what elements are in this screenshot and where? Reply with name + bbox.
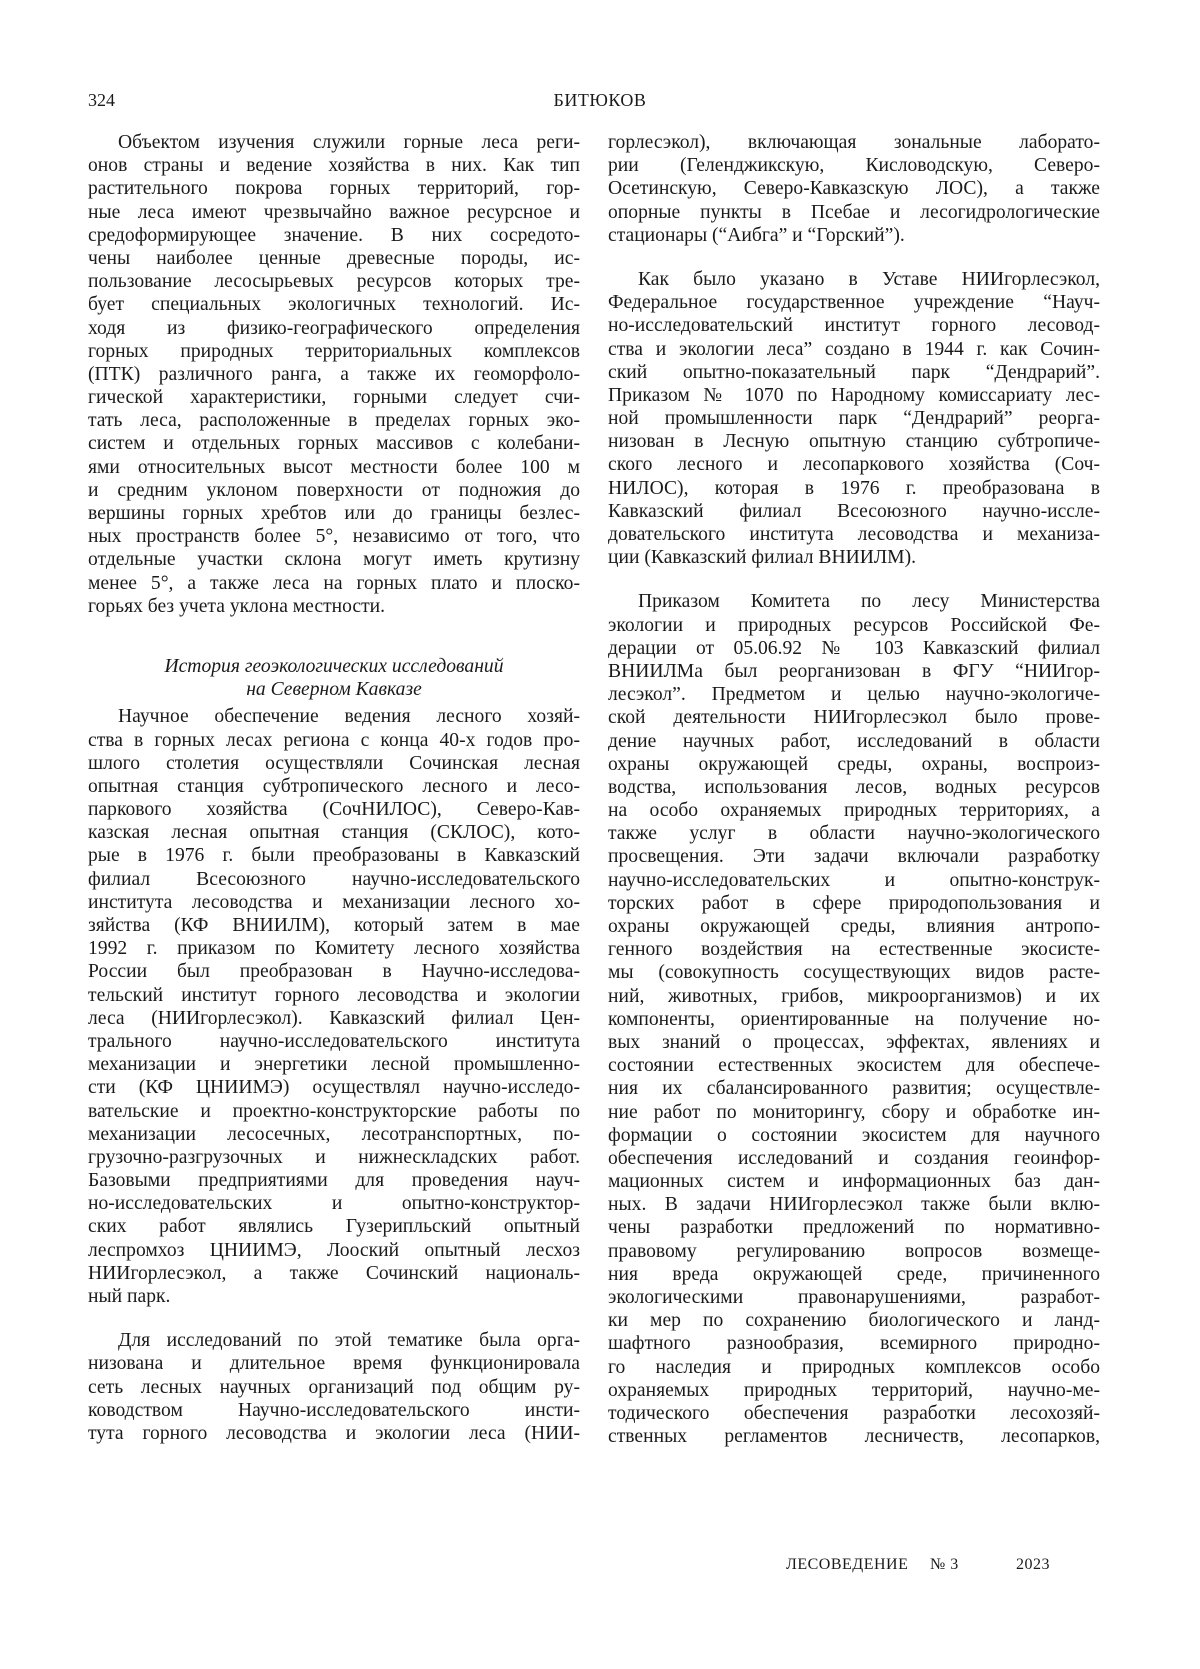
text-line: компоненты, ориентированные на получение но- [608,1008,1100,1031]
text-line: механизации и энергетики лесной промышленно- [88,1053,580,1076]
text-line: НИИгорлесэкол, а также Сочинский националь- [88,1262,580,1285]
text-line: систем и отдельных горных массивов с колебани- [88,432,580,455]
text-line: дение научных работ, исследований в области [608,730,1100,753]
text-line: сеть лесных научных организаций под общим ру- [88,1376,580,1399]
text-line: экологии и природных ресурсов Российской Фе- [608,614,1100,637]
text-line: и средним уклоном поверхности от подножия до [88,479,580,502]
text-line: сти (КФ ЦНИИМЭ) осуществлял научно-исследо- [88,1076,580,1099]
text-line: грузочно-разгрузочных и нижнескладских работ. [88,1146,580,1169]
text-line: Базовыми предприятиями для проведения науч- [88,1169,580,1192]
text-line: России был преобразован в Научно-исследова- [88,960,580,983]
text-line: водства, использования лесов, водных ресурсов [608,776,1100,799]
text-line: ной промышленности парк “Дендрарий” реорга- [608,407,1100,430]
text-line: ственных регламентов лесничеств, лесопарков, [608,1425,1100,1448]
text-line: охраны окружающей среды, влияния антропо- [608,915,1100,938]
text-line: на особо охраняемых природных территориях, а [608,799,1100,822]
text-line: рые в 1976 г. были преобразованы в Кавказский [88,844,580,867]
text-line: также услуг в области научно-экологического [608,822,1100,845]
text-line: довательского института лесоводства и механиза- [608,523,1100,546]
text-line: бует специальных экологичных технологий. Ис- [88,293,580,316]
text-line: чены наиболее ценные древесные породы, ис- [88,247,580,270]
text-line: просвещения. Эти задачи включали разработку [608,845,1100,868]
text-line: Научное обеспечение ведения лесного хозяй- [88,705,580,728]
text-line: опытная станция субтропического лесного и лесо- [88,775,580,798]
text-line: паркового хозяйства (СочНИЛОС), Северо-Кав- [88,798,580,821]
text-line: мы (совокупность сосуществующих видов расте- [608,961,1100,984]
text-line: ный парк. [88,1285,580,1308]
footer-year: 2023 [1016,1556,1050,1574]
text-line: дерации от 05.06.92 № 103 Кавказский филиал [608,637,1100,660]
running-title: БИТЮКОВ [0,90,1200,111]
right-column [608,131,1100,1448]
text-line: ния вреда окружающей среде, причиненного [608,1263,1100,1286]
text-line: горных природных территориальных комплексов [88,340,580,363]
text-line: зяйства (КФ ВНИИЛМ), который затем в мае [88,914,580,937]
text-line: научно-исследовательских и опытно-конструк- [608,869,1100,892]
text-line: но-исследовательский институт горного лесовод- [608,314,1100,337]
text-line: низована и длительное время функционировала [88,1352,580,1375]
text-line: средоформирующее значение. В них сосредото- [88,224,580,247]
text-line: экологическими правонарушениями, разработ- [608,1286,1100,1309]
text-line: ями относительных высот местности более 100 м [88,456,580,479]
text-line: ных пространств более 5°, независимо от того, что [88,525,580,548]
text-line: ния их сбалансированного развития; осуществле- [608,1077,1100,1100]
page-number: 324 [88,90,115,111]
text-line: Объектом изучения служили горные леса реги- [88,131,580,154]
footer-issue-number: № 3 [930,1556,959,1574]
text-line: низован в Лесную опытную станцию субтропиче- [608,430,1100,453]
text-line: Для исследований по этой тематике была орга- [88,1329,580,1352]
text-line: ства в горных лесах региона с конца 40-х годов про- [88,729,580,752]
text-line: генного воздействия на естественные экосисте- [608,938,1100,961]
text-line: ние работ по мониторингу, сбору и обработке ин- [608,1101,1100,1124]
text-line: охраны окружающей среды, охраны, воспроиз- [608,753,1100,776]
text-line: шафтного разнообразия, всемирного природно- [608,1332,1100,1355]
text-line: охраняемых природных территорий, научно-ме- [608,1379,1100,1402]
text-line: пользование лесосырьевых ресурсов которых тре- [88,270,580,293]
text-line: ства и экологии леса” создано в 1944 г. как Сочин- [608,338,1100,361]
text-line: лесэкол”. Предметом и целью научно-экологиче- [608,683,1100,706]
text-line: обеспечения исследований и создания геоинфор- [608,1147,1100,1170]
text-line: тута горного лесоводства и экологии леса (НИИ- [88,1422,580,1445]
paragraph [608,131,1100,247]
paragraph [608,268,1100,569]
text-line: 1992 г. приказом по Комитету лесного хозяйства [88,937,580,960]
text-line: ходя из физико-географического определения [88,317,580,340]
text-line: механизации лесосечных, лесотранспортных, по- [88,1123,580,1146]
text-line: Кавказский филиал Всесоюзного научно-иссле- [608,500,1100,523]
text-line: ные леса имеют чрезвычайно важное ресурсное и [88,201,580,224]
text-line: стационары (“Аибга” и “Горский”). [608,224,1100,247]
text-line: горьях без учета уклона местности. [88,595,580,618]
text-line: трального научно-исследовательского института [88,1030,580,1053]
text-line: вых знаний о процессах, эффектах, явлениях и [608,1031,1100,1054]
text-line: ных. В задачи НИИгорлесэкол также были вклю- [608,1193,1100,1216]
text-line: менее 5°, а также леса на горных плато и плоско- [88,572,580,595]
text-line: онов страны и ведение хозяйства в них. Как тип [88,154,580,177]
text-line: но-исследовательских и опытно-конструктор- [88,1192,580,1215]
text-line: ции (Кавказский филиал ВНИИЛМ). [608,546,1100,569]
text-line: го наследия и природных комплексов особо [608,1356,1100,1379]
text-line: Федеральное государственное учреждение “Науч- [608,291,1100,314]
text-line: состоянии естественных экосистем для обеспече- [608,1054,1100,1077]
text-line: вательские и проектно-конструкторские работы по [88,1100,580,1123]
text-line: отдельные участки склона могут иметь крутизну [88,548,580,571]
text-line: История геоэкологических исследований [88,655,580,678]
text-line: тельский институт горного лесоводства и экологии [88,984,580,1007]
text-line: тодического обеспечения разработки лесохозяй- [608,1402,1100,1425]
footer-journal-name: ЛЕСОВЕДЕНИЕ [786,1556,908,1574]
text-line: Как было указано в Уставе НИИгорлесэкол, [608,268,1100,291]
text-line: леса (НИИгорлесэкол). Кавказский филиал Цен- [88,1007,580,1030]
text-line: рии (Геленджикскую, Кисловодскую, Северо- [608,154,1100,177]
text-line: Приказом Комитета по лесу Министерства [608,590,1100,613]
text-line: НИЛОС), которая в 1976 г. преобразована в [608,477,1100,500]
text-line: филиал Всесоюзного научно-исследовательского [88,868,580,891]
text-line: ских работ являлись Гузерипльский опытный [88,1215,580,1238]
text-line: ки мер по сохранению биологического и ланд- [608,1309,1100,1332]
section-heading [88,655,580,701]
text-line: вершины горных хребтов или до границы безлес- [88,502,580,525]
text-line: института лесоводства и механизации лесного хо- [88,891,580,914]
text-line: горлесэкол), включающая зональные лаборато- [608,131,1100,154]
text-line: правовому регулированию вопросов возмеще- [608,1240,1100,1263]
text-line: торских работ в сфере природопользования и [608,892,1100,915]
text-line: опорные пункты в Псебае и лесогидрологические [608,201,1100,224]
text-line: чены разработки предложений по нормативно- [608,1216,1100,1239]
text-line: формации о состоянии экосистем для научного [608,1124,1100,1147]
text-line: шлого столетия осуществляли Сочинская лесная [88,752,580,775]
text-line: Осетинскую, Северо-Кавказскую ЛОС), а также [608,177,1100,200]
text-line: ского лесного и лесопаркового хозяйства (Соч- [608,453,1100,476]
paragraph [88,1329,580,1445]
text-line: ский опытно-показательный парк “Дендрарий”. [608,361,1100,384]
text-line: ководством Научно-исследовательского инсти- [88,1399,580,1422]
text-line: ний, животных, грибов, микроорганизмов) и их [608,985,1100,1008]
text-line: казская лесная опытная станция (СКЛОС), кото- [88,821,580,844]
text-line: растительного покрова горных территорий, гор- [88,177,580,200]
text-line: Приказом № 1070 по Народному комиссариату лес- [608,384,1100,407]
text-line: леспромхоз ЦНИИМЭ, Лооский опытный лесхоз [88,1239,580,1262]
text-line: на Северном Кавказе [88,678,580,701]
text-line: ВНИИЛМа был реорганизован в ФГУ “НИИгор- [608,660,1100,683]
left-column [88,131,580,1445]
text-line: мационных систем и информационных баз дан- [608,1170,1100,1193]
text-line: гической характеристики, горными следует счи- [88,386,580,409]
paragraph [608,590,1100,1448]
text-line: ской деятельности НИИгорлесэкол было прове- [608,706,1100,729]
paragraph [88,131,580,618]
text-line: (ПТК) различного ранга, а также их геоморфоло- [88,363,580,386]
text-line: тать леса, расположенные в пределах горных эко- [88,409,580,432]
paragraph [88,705,580,1308]
